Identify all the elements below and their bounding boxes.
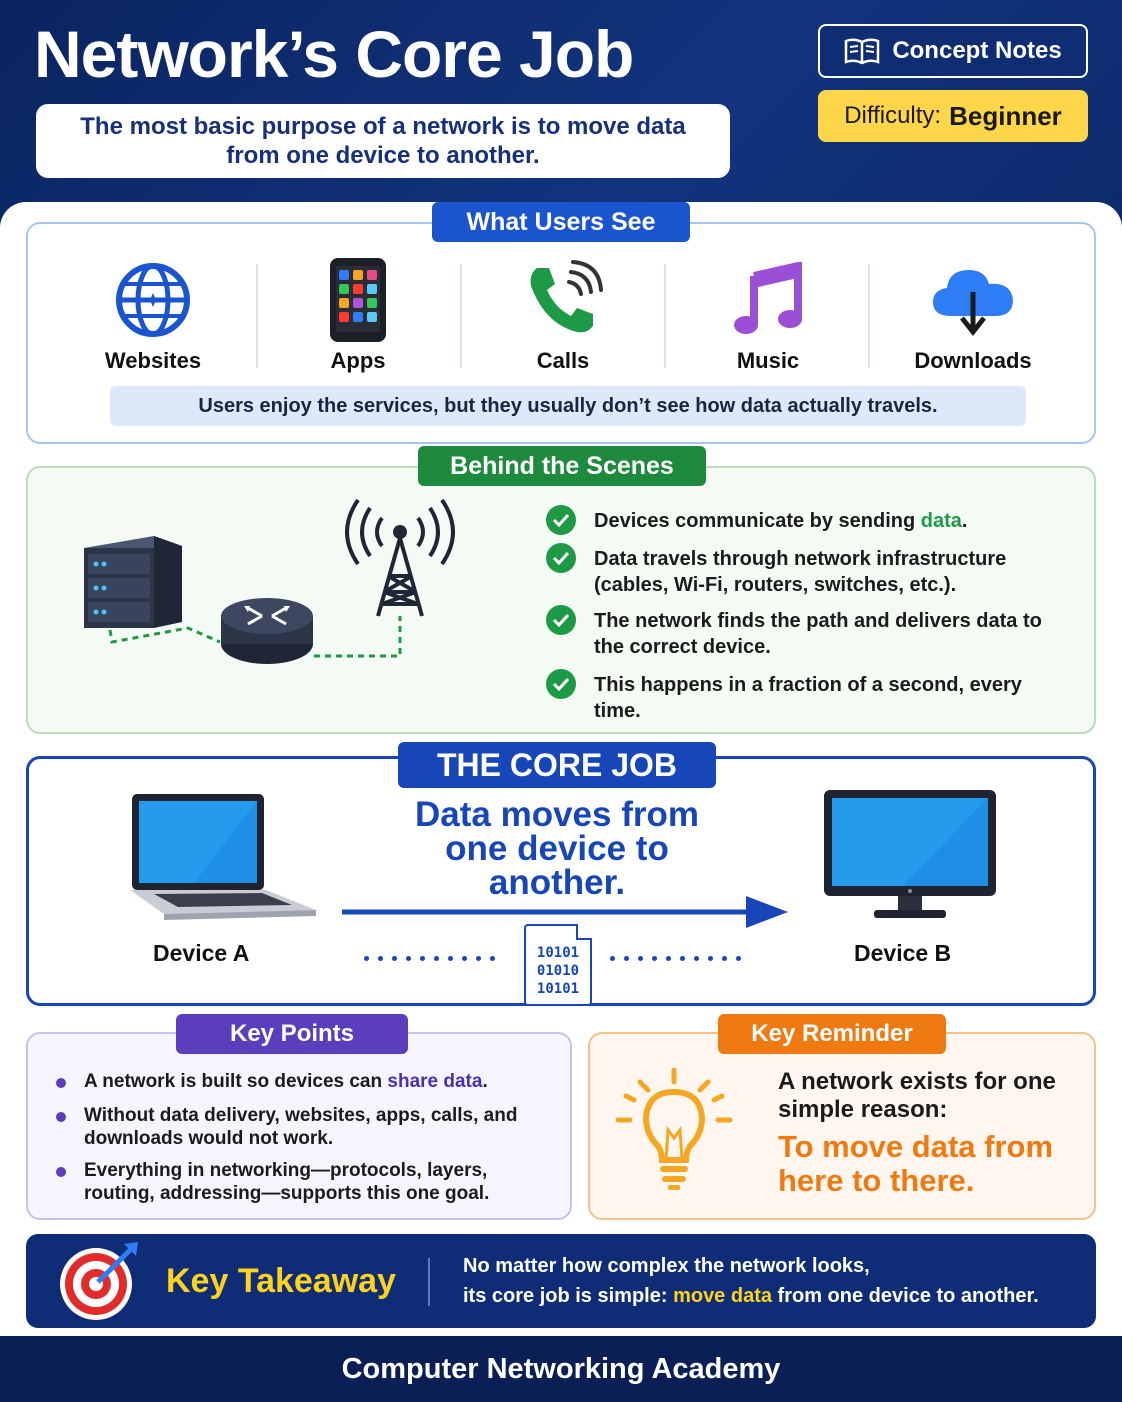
key-reminder-title: Key Reminder bbox=[718, 1014, 946, 1054]
bullet-icon bbox=[56, 1078, 66, 1088]
smartphone-icon bbox=[328, 256, 388, 344]
scenes-item-text: Devices communicate by sending bbox=[594, 510, 921, 532]
key-point bbox=[56, 1104, 524, 1150]
core-statement: Data moves from one device to another. bbox=[415, 795, 699, 902]
key-point-suffix: . bbox=[482, 1071, 488, 1092]
server-icon bbox=[84, 536, 182, 628]
desktop-monitor-icon bbox=[822, 788, 998, 920]
page-subtitle: The most basic purpose of a network is to move data from one device to another. bbox=[36, 104, 730, 178]
check-icon bbox=[546, 543, 576, 573]
divider bbox=[460, 264, 462, 368]
bullet-icon bbox=[56, 1112, 66, 1122]
service-calls bbox=[478, 256, 648, 374]
service-apps bbox=[273, 256, 443, 374]
key-reminder-emphasis: To move data from here to there. bbox=[778, 1129, 1054, 1198]
network-infrastructure-illustration bbox=[70, 492, 470, 682]
concept-notes-button[interactable] bbox=[818, 24, 1088, 78]
key-point-text: Without data delivery, websites, apps, calls, and downloads would not work. bbox=[84, 1105, 518, 1149]
scenes-item bbox=[546, 546, 1064, 598]
service-label: Music bbox=[736, 348, 800, 373]
page-title: Network’s Core Job bbox=[34, 17, 634, 91]
key-reminder-text: A network exists for one simple reason: bbox=[778, 1068, 1056, 1123]
target-icon bbox=[58, 1240, 142, 1322]
lightbulb-icon bbox=[614, 1068, 734, 1194]
check-icon bbox=[546, 605, 576, 635]
scenes-item-suffix: . bbox=[961, 510, 968, 532]
binary-line: 10101 bbox=[536, 945, 580, 961]
dotted-line bbox=[610, 956, 741, 962]
service-label: Websites bbox=[104, 348, 202, 373]
key-points-title: Key Points bbox=[176, 1014, 408, 1054]
laptop-icon bbox=[124, 790, 320, 926]
takeaway-suffix: from one device to another. bbox=[772, 1285, 1039, 1307]
divider bbox=[868, 264, 870, 368]
takeaway-line: No matter how complex the network looks, bbox=[463, 1255, 870, 1277]
scenes-item-text: The network finds the path and delivers data to the correct device. bbox=[594, 610, 1042, 658]
key-takeaway-title: Key Takeaway bbox=[166, 1262, 396, 1300]
key-point bbox=[56, 1159, 524, 1205]
difficulty-label: Difficulty: bbox=[844, 102, 942, 129]
device-b-label: Device B bbox=[854, 940, 952, 966]
check-icon bbox=[546, 669, 576, 699]
key-point bbox=[56, 1070, 524, 1093]
users-note: Users enjoy the services, but they usually don’t see how data actually travels. bbox=[110, 386, 1026, 426]
check-icon bbox=[546, 505, 576, 535]
scenes-item bbox=[546, 508, 1064, 535]
takeaway-highlight: move data bbox=[673, 1285, 772, 1307]
difficulty-badge bbox=[818, 90, 1088, 142]
key-takeaway-text bbox=[463, 1251, 1083, 1311]
key-point-text: A network is built so devices can bbox=[84, 1071, 388, 1092]
concept-notes-label: Concept Notes bbox=[892, 37, 1062, 64]
divider bbox=[428, 1258, 430, 1306]
scenes-item-text: This happens in a fraction of a second, every time. bbox=[594, 674, 1022, 722]
service-websites bbox=[68, 256, 238, 374]
bullet-icon bbox=[56, 1167, 66, 1177]
binary-line: 10101 bbox=[536, 981, 580, 997]
cloud-download-icon bbox=[929, 262, 1017, 338]
service-label: Apps bbox=[330, 348, 386, 373]
scenes-item bbox=[546, 672, 1064, 724]
book-icon bbox=[844, 37, 880, 65]
key-point-text: Everything in networking—protocols, layers, routing, addressing—supports this one goal. bbox=[84, 1160, 490, 1204]
service-downloads bbox=[888, 256, 1058, 374]
scenes-item bbox=[546, 608, 1064, 660]
difficulty-value: Beginner bbox=[949, 100, 1062, 131]
key-point-highlight: share data bbox=[387, 1071, 483, 1092]
divider bbox=[256, 264, 258, 368]
users-section-title: What Users See bbox=[432, 202, 690, 242]
takeaway-line: its core job is simple: bbox=[463, 1285, 674, 1307]
scenes-item-text: Data travels through network infrastructure (cables, Wi-Fi, routers, switches, etc.). bbox=[594, 548, 1007, 596]
phone-icon bbox=[523, 260, 603, 340]
globe-icon bbox=[113, 260, 193, 340]
service-label: Downloads bbox=[914, 348, 1032, 373]
scenes-section-title: Behind the Scenes bbox=[418, 446, 706, 486]
footer: Computer Networking Academy bbox=[0, 1336, 1122, 1402]
service-label: Calls bbox=[536, 348, 590, 373]
cell-tower-icon bbox=[347, 500, 453, 616]
dotted-line bbox=[364, 956, 495, 962]
device-a-label: Device A bbox=[153, 940, 250, 966]
router-icon bbox=[221, 598, 313, 664]
core-section-title: THE CORE JOB bbox=[398, 742, 716, 788]
service-music bbox=[683, 256, 853, 374]
music-note-icon bbox=[732, 262, 804, 338]
data-packet-icon bbox=[524, 924, 592, 1006]
scenes-item-highlight: data bbox=[920, 510, 962, 532]
divider bbox=[664, 264, 666, 368]
binary-line: 01010 bbox=[536, 963, 580, 979]
